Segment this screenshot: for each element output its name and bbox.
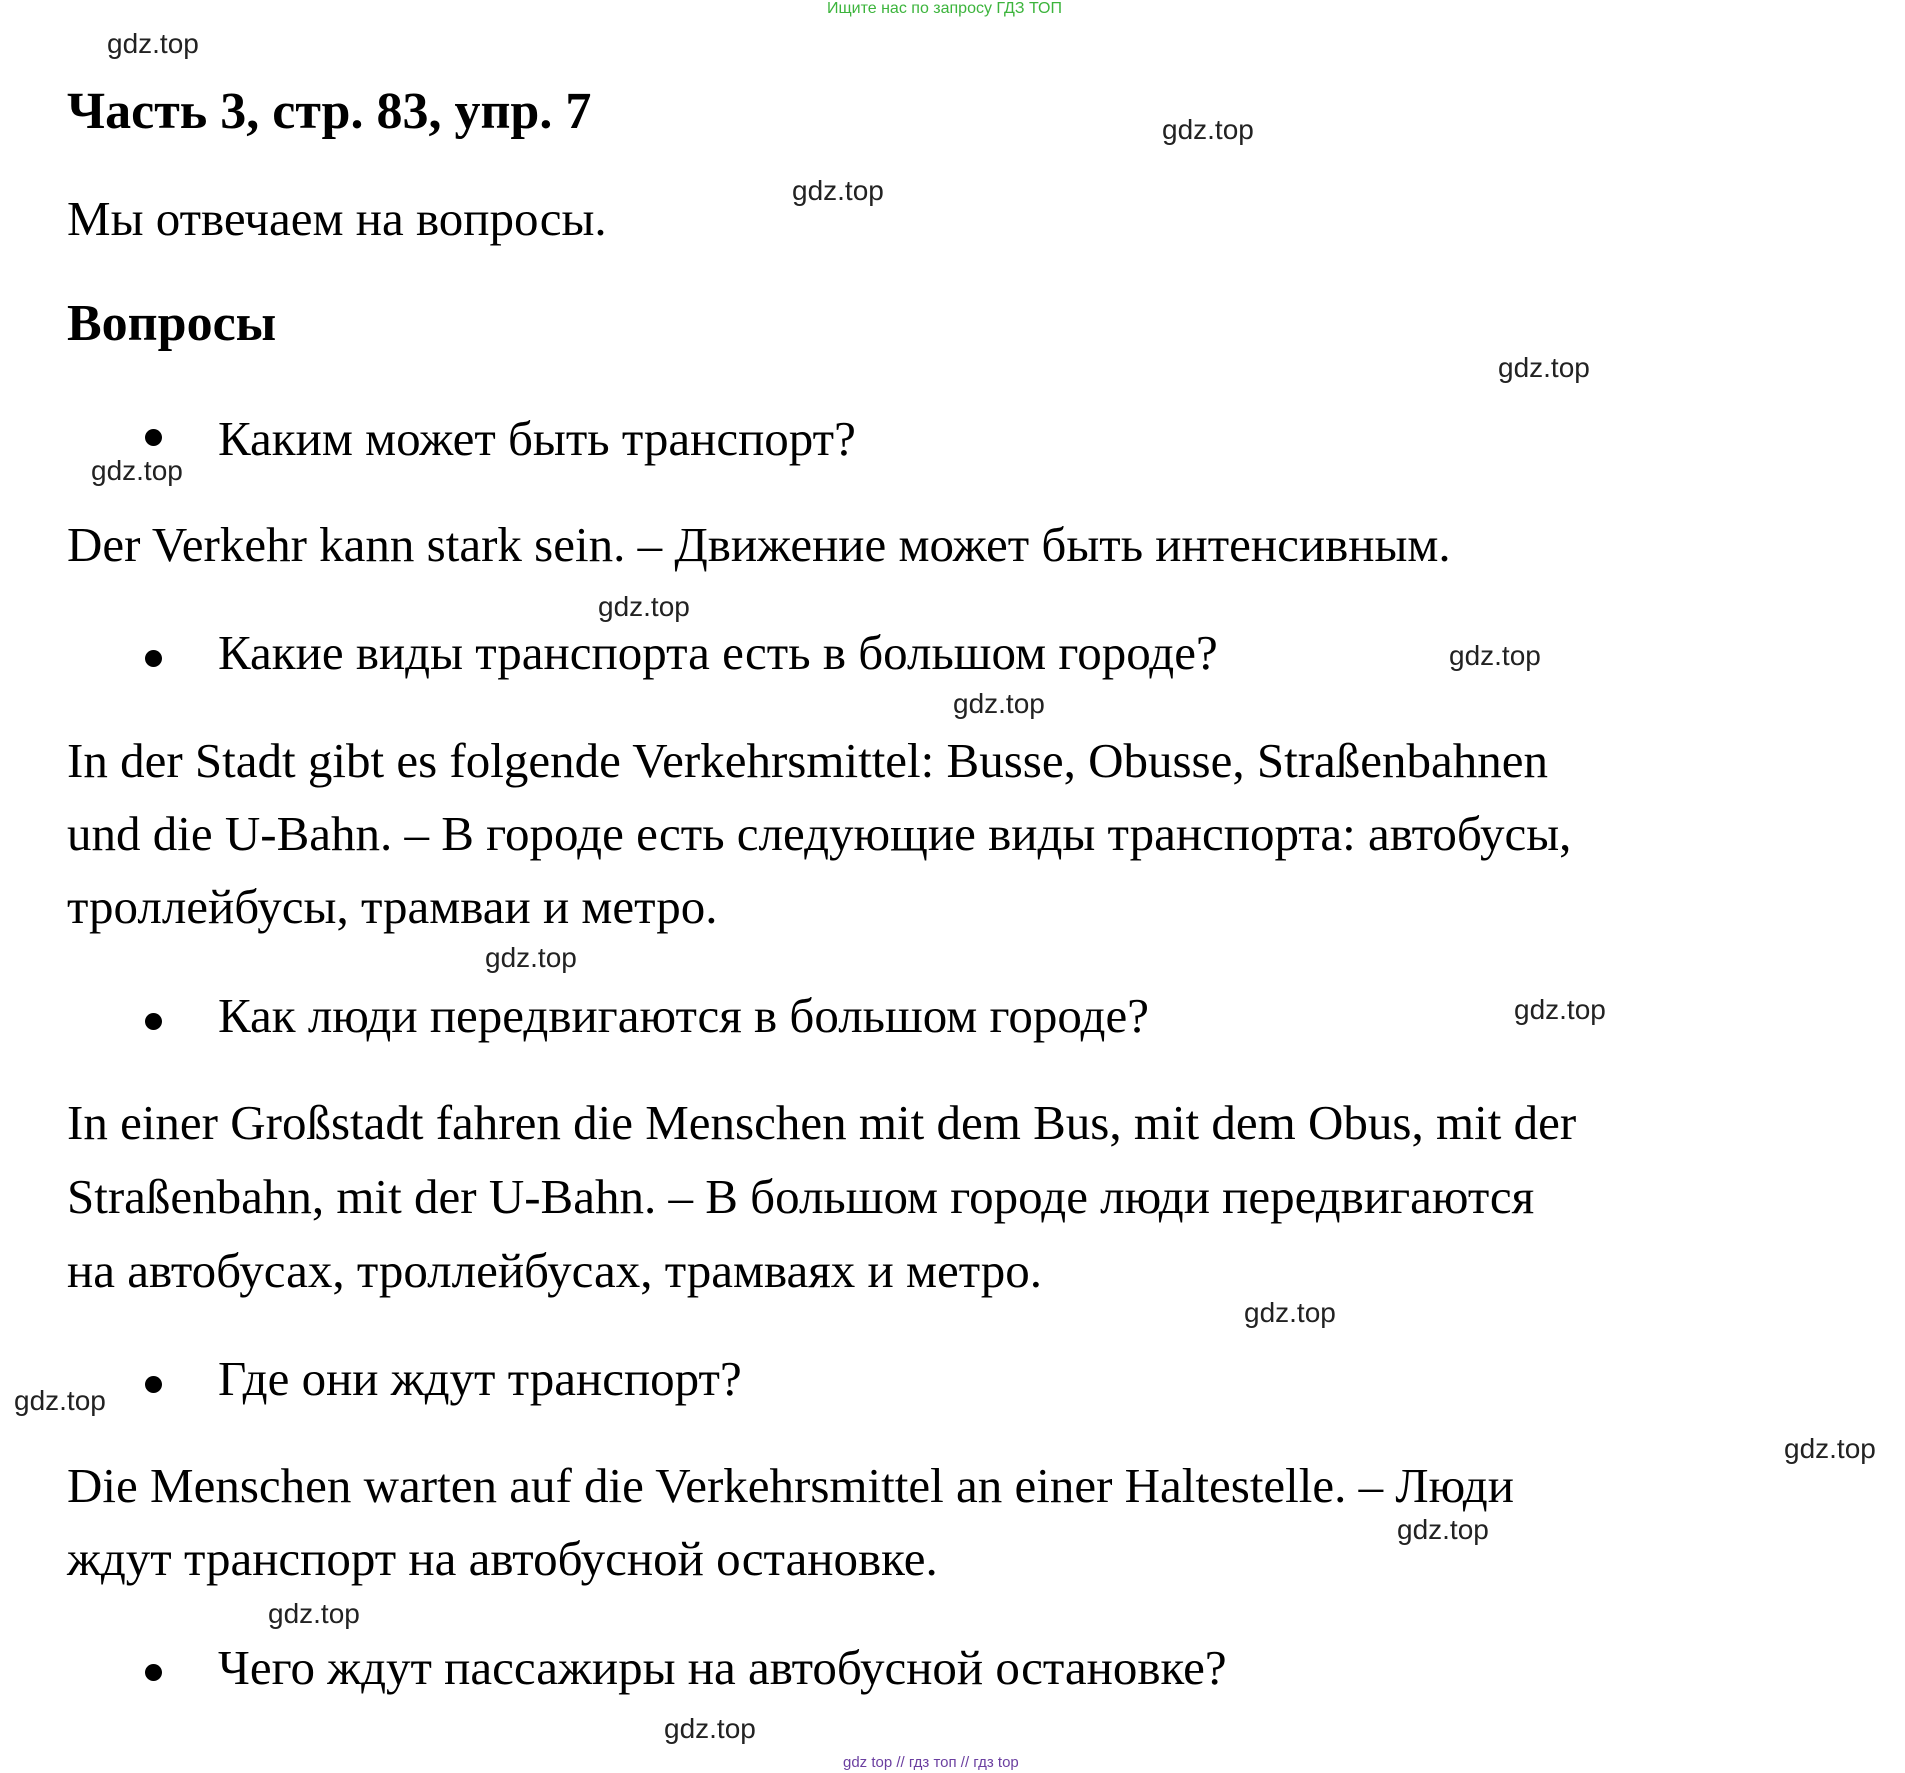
watermark: gdz.top xyxy=(598,591,690,622)
watermark: gdz.top xyxy=(792,175,884,206)
intro-text: Мы отвечаем на вопросы. xyxy=(67,191,607,246)
watermark: gdz.top xyxy=(1397,1514,1489,1545)
question: Где они ждут транспорт? xyxy=(218,1351,742,1406)
bullet-icon xyxy=(145,429,162,446)
watermark: gdz.top xyxy=(107,28,199,59)
watermark: gdz.top xyxy=(1498,352,1590,383)
bullet-icon xyxy=(145,1376,162,1393)
bottom-banner: gdz top // гдз топ // гдз top xyxy=(843,1754,1019,1771)
answer-line: на автобусах, троллейбусах, трамваях и метро. xyxy=(67,1243,1042,1298)
watermark: gdz.top xyxy=(14,1385,106,1416)
question: Как люди передвигаются в большом городе? xyxy=(218,988,1149,1043)
watermark: gdz.top xyxy=(664,1713,756,1744)
question: Какие виды транспорта есть в большом городе? xyxy=(218,625,1218,680)
watermark: gdz.top xyxy=(485,942,577,973)
watermark: gdz.top xyxy=(1244,1297,1336,1328)
question: Чего ждут пассажиры на автобусной остановке? xyxy=(218,1640,1227,1695)
watermark: gdz.top xyxy=(1449,640,1541,671)
section-heading: Вопросы xyxy=(67,295,277,352)
watermark: gdz.top xyxy=(268,1598,360,1629)
watermark: gdz.top xyxy=(953,688,1045,719)
answer-line: In der Stadt gibt es folgende Verkehrsmittel: Busse, Obusse, Straßenbahnen xyxy=(67,733,1549,788)
answer-line: ждут транспорт на автобусной остановке. xyxy=(67,1531,938,1586)
bullet-icon xyxy=(145,650,162,667)
answer-line: Der Verkehr kann stark sein. – Движение может быть интенсивным. xyxy=(67,517,1451,572)
page-title: Часть 3, стр. 83, упр. 7 xyxy=(67,83,592,140)
answer-line: троллейбусы, трамваи и метро. xyxy=(67,879,718,934)
answer-line: Straßenbahn, mit der U-Bahn. – В большом городе люди передвигаются xyxy=(67,1169,1535,1224)
bullet-icon xyxy=(145,1013,162,1030)
watermark: gdz.top xyxy=(1162,114,1254,145)
answer-line: und die U-Bahn. – В городе есть следующие виды транспорта: автобусы, xyxy=(67,806,1572,861)
watermark: gdz.top xyxy=(1784,1433,1876,1464)
top-banner: Ищите нас по запросу ГДЗ ТОП xyxy=(827,0,1062,17)
watermark: gdz.top xyxy=(1514,994,1606,1025)
answer-line: In einer Großstadt fahren die Menschen mit dem Bus, mit dem Obus, mit der xyxy=(67,1095,1577,1150)
watermark: gdz.top xyxy=(91,455,183,486)
question: Каким может быть транспорт? xyxy=(218,411,856,466)
bullet-icon xyxy=(145,1664,162,1681)
answer-line: Die Menschen warten auf die Verkehrsmittel an einer Haltestelle. – Люди xyxy=(67,1458,1514,1513)
